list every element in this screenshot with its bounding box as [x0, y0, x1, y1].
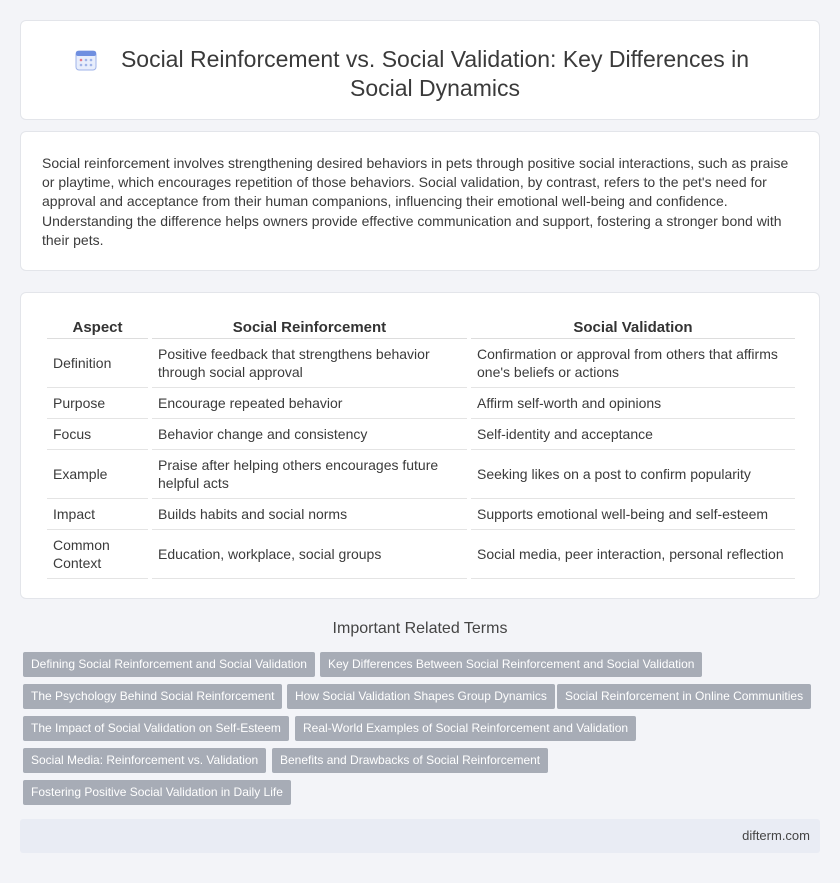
table-cell: Seeking likes on a post to confirm popularity — [471, 450, 795, 499]
comparison-table-card — [20, 292, 820, 599]
table-cell: Definition — [47, 339, 148, 388]
related-tag[interactable]: The Psychology Behind Social Reinforcement — [23, 684, 282, 709]
intro-card — [20, 131, 820, 271]
table-cell: Self-identity and acceptance — [471, 419, 795, 450]
header-card — [20, 20, 820, 120]
intro-text: Social reinforcement involves strengthening desired behaviors in pets through positive social interactions, such as praise or playtime, which encourages repetition of those behaviors. Social validation, by contrast, refers to the pet's need for approval and acceptance from their human companions, influencing their emotional well-being and confidence. Understanding the difference helps owners provide effective communication and support, fostering a stronger bond with their pets. — [42, 155, 789, 248]
table-row — [47, 419, 795, 450]
table-cell: Focus — [47, 419, 148, 450]
table-row — [47, 530, 795, 579]
table-cell: Encourage repeated behavior — [152, 388, 467, 419]
related-tag[interactable]: The Impact of Social Validation on Self-Esteem — [23, 716, 289, 741]
related-tag[interactable]: Real-World Examples of Social Reinforcement and Validation — [295, 716, 636, 741]
related-tag[interactable]: Benefits and Drawbacks of Social Reinforcement — [272, 748, 548, 773]
table-cell: Builds habits and social norms — [152, 499, 467, 530]
table-cell: Impact — [47, 499, 148, 530]
table-cell: Confirmation or approval from others that affirms one's beliefs or actions — [471, 339, 795, 388]
table-cell: Supports emotional well-being and self-esteem — [471, 499, 795, 530]
table-header-reinforcement: Social Reinforcement — [152, 313, 467, 339]
table-row — [47, 388, 795, 419]
table-cell: Positive feedback that strengthens behavior through social approval — [152, 339, 467, 388]
footer-site-link[interactable]: difterm.com — [742, 828, 810, 843]
related-tag[interactable]: Fostering Positive Social Validation in Daily Life — [23, 780, 291, 805]
table-cell: Education, workplace, social groups — [152, 530, 467, 579]
related-tag[interactable]: How Social Validation Shapes Group Dynamics — [287, 684, 555, 709]
table-cell: Example — [47, 450, 148, 499]
table-cell: Purpose — [47, 388, 148, 419]
table-header-aspect: Aspect — [47, 313, 148, 339]
table-cell: Praise after helping others encourages future helpful acts — [152, 450, 467, 499]
page-title: Social Reinforcement vs. Social Validation: Key Differences in Social Dynamics — [120, 46, 750, 101]
table-cell: Social media, peer interaction, personal reflection — [471, 530, 795, 579]
footer — [20, 819, 820, 853]
comparison-table — [43, 313, 799, 579]
table-row — [47, 339, 795, 388]
table-cell: Behavior change and consistency — [152, 419, 467, 450]
table-header-validation: Social Validation — [471, 313, 795, 339]
table-cell: Common Context — [47, 530, 148, 579]
related-tag[interactable]: Key Differences Between Social Reinforcement and Social Validation — [320, 652, 702, 677]
table-row — [47, 499, 795, 530]
related-tag[interactable]: Social Reinforcement in Online Communities — [557, 684, 811, 709]
related-tag[interactable]: Defining Social Reinforcement and Social Validation — [23, 652, 315, 677]
table-cell: Affirm self-worth and opinions — [471, 388, 795, 419]
related-tag[interactable]: Social Media: Reinforcement vs. Validation — [23, 748, 266, 773]
related-terms-heading: Important Related Terms — [332, 620, 508, 637]
table-row — [47, 450, 795, 499]
